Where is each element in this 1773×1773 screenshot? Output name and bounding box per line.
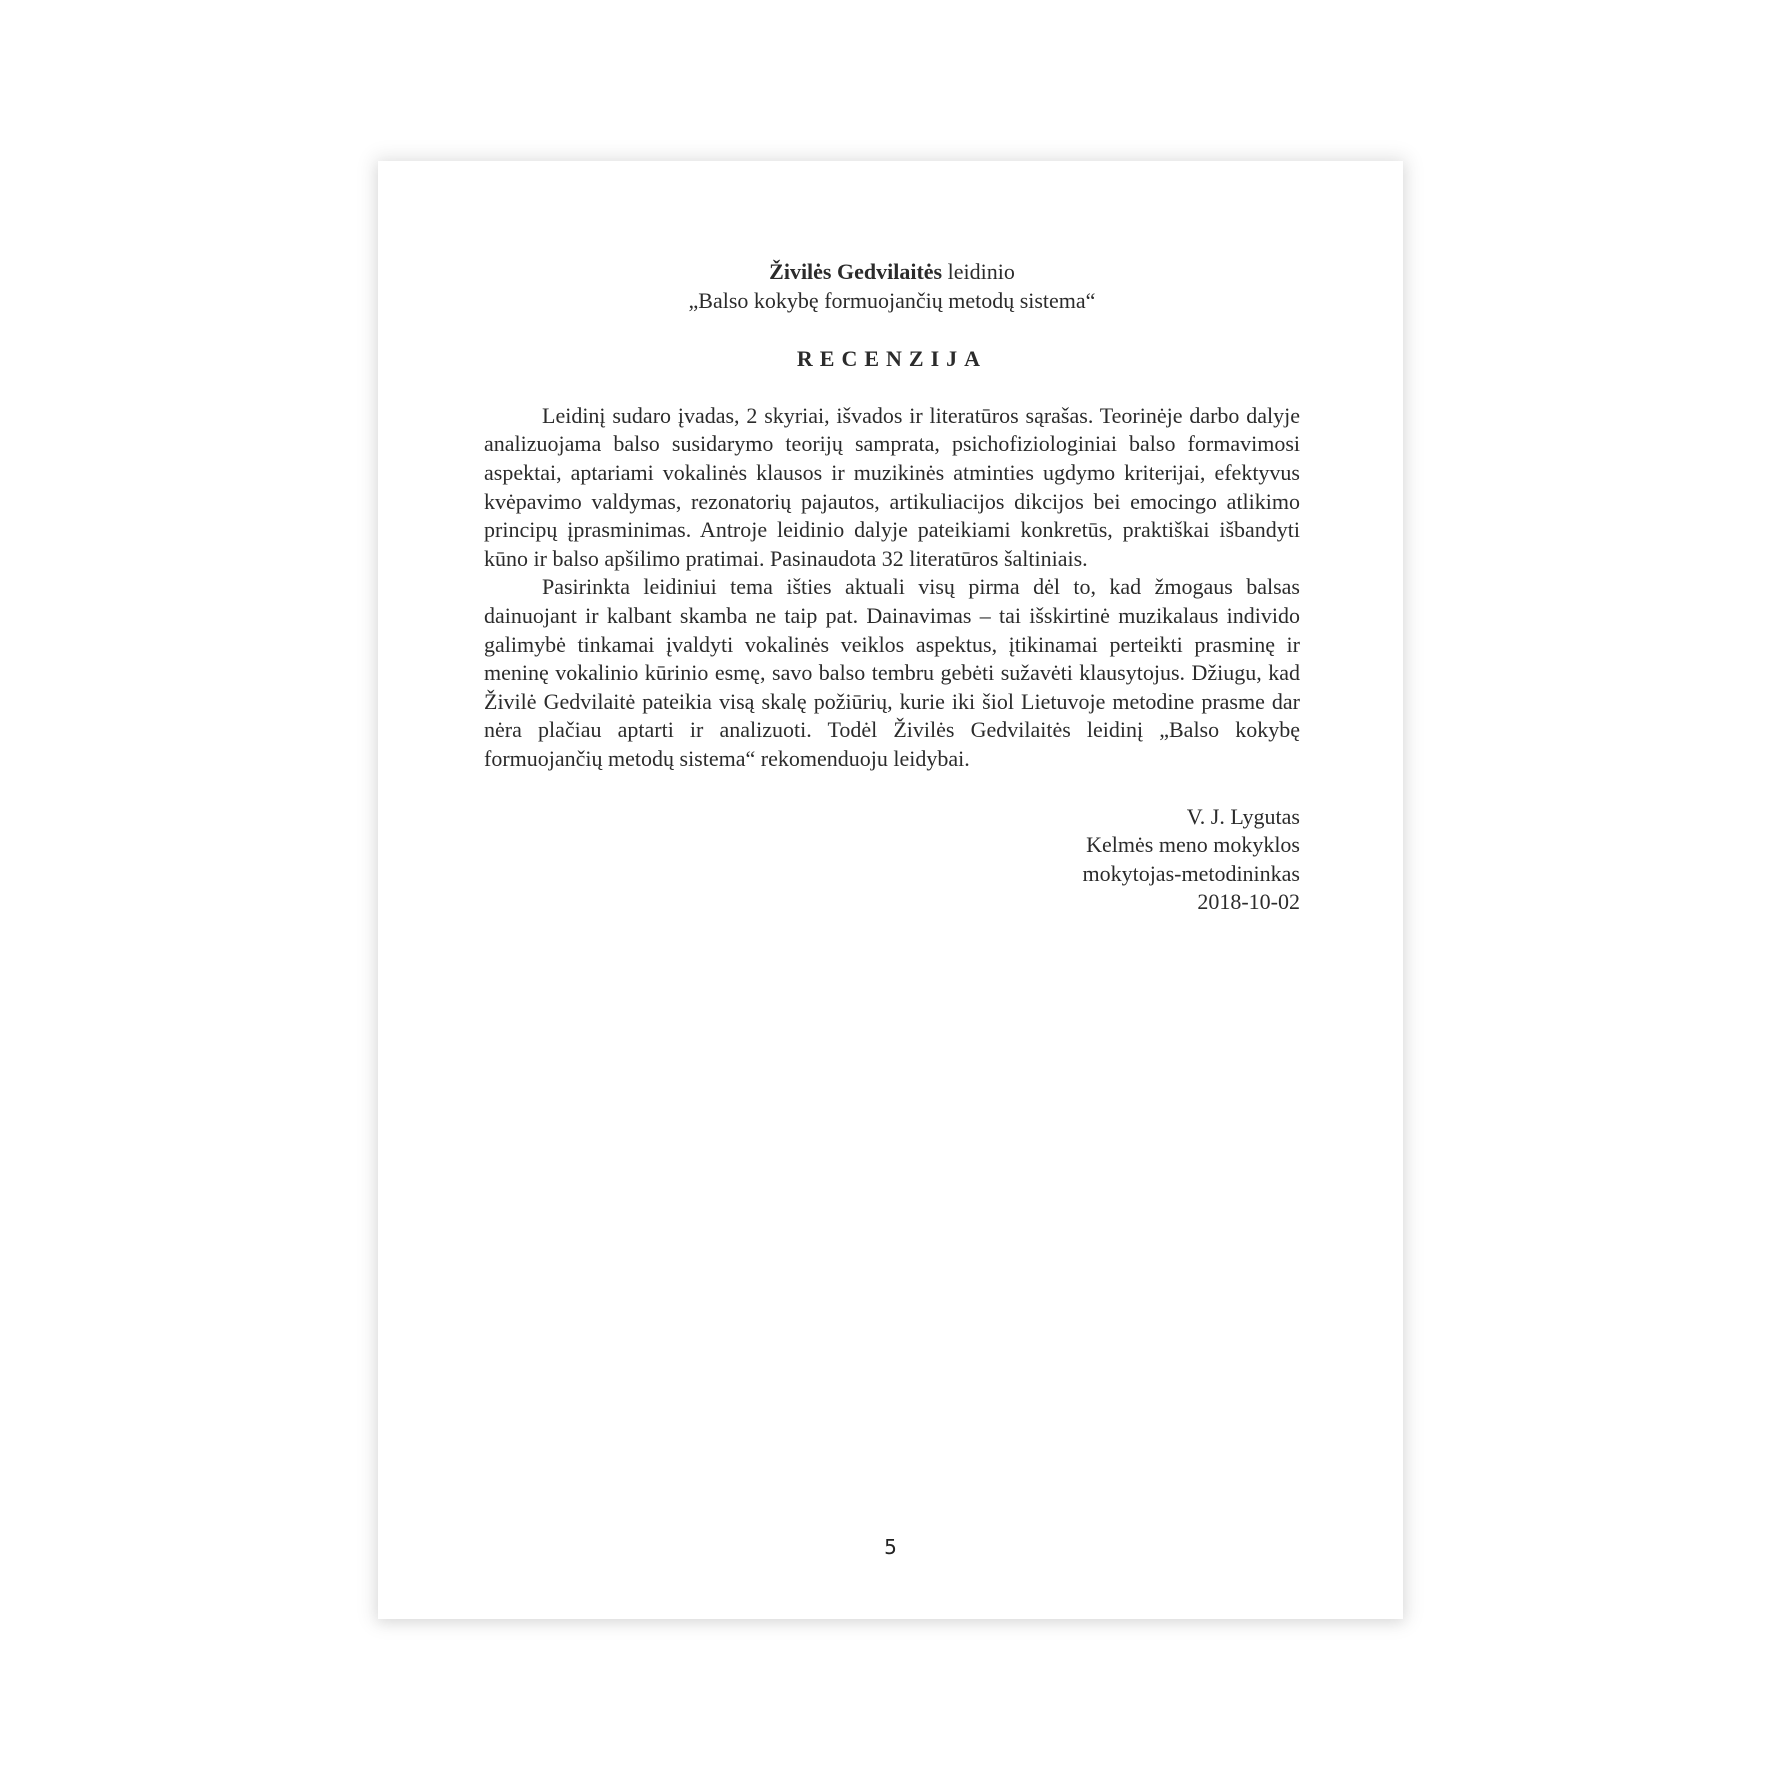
signature-name: V. J. Lygutas: [1186, 803, 1300, 829]
title-suffix: leidinio: [942, 259, 1015, 284]
signature-position: mokytojas-metodininkas: [1082, 860, 1300, 886]
book-title: „Balso kokybę formuojančių metodų sistema“: [688, 287, 1096, 313]
signature-institution: Kelmės meno mokyklos: [1086, 832, 1300, 858]
page-content: [484, 258, 1300, 917]
review-body: [484, 402, 1300, 774]
title-line: [484, 258, 1300, 287]
title-block: [484, 258, 1300, 315]
document-page: [378, 161, 1403, 1619]
paragraph: Pasirinkta leidiniui tema išties aktuali visų pirma dėl to, kad žmogaus balsas dainuojant ir kalbant skamba ne taip pat. Dainavimas – tai išskirtinė muzikalaus individo galimybė tinkamai įvaldyti vokalinės veiklos aspektus, įtikinamai perteikti prasminę ir meninę vokalinio kūrinio esmę, savo balso tembru gebėti sužavėti klausytojus. Džiugu, kad Živilė Gedvilaitė pateikia visą skalę požiūrių, kurie iki šiol Lietuvoje metodine prasme dar nėra plačiau aptarti ir analizuoti. Todėl Živilės Gedvilaitės leidinį „Balso kokybę formuojančių metodų sistema“ rekomenduoju leidybai.: [484, 574, 1300, 771]
signature-date: 2018-10-02: [1197, 889, 1300, 915]
section-heading: RECENZIJA: [796, 346, 988, 372]
title-author: Živilės Gedvilaitės: [769, 259, 943, 284]
signature-block: [484, 803, 1300, 917]
page-number: 5: [884, 1535, 897, 1559]
paragraph: Leidinį sudaro įvadas, 2 skyriai, išvados ir literatūros sąrašas. Teorinėje darbo dalyje analizuojama balso susidarymo teorijų samprata, psichofiziologiniai balso formavimosi aspektai, aptariami vokalinės klausos ir muzikinės atminties ugdymo kriterijai, efektyvus kvėpavimo valdymas, rezonatorių pajautos, artikuliacijos dikcijos bei emocingo atlikimo principų įprasminimas. Antroje leidinio dalyje pateikiami konkretūs, praktiškai išbandyti kūno ir balso apšilimo pratimai. Pasinaudota 32 literatūros šaltiniais.: [484, 402, 1300, 571]
